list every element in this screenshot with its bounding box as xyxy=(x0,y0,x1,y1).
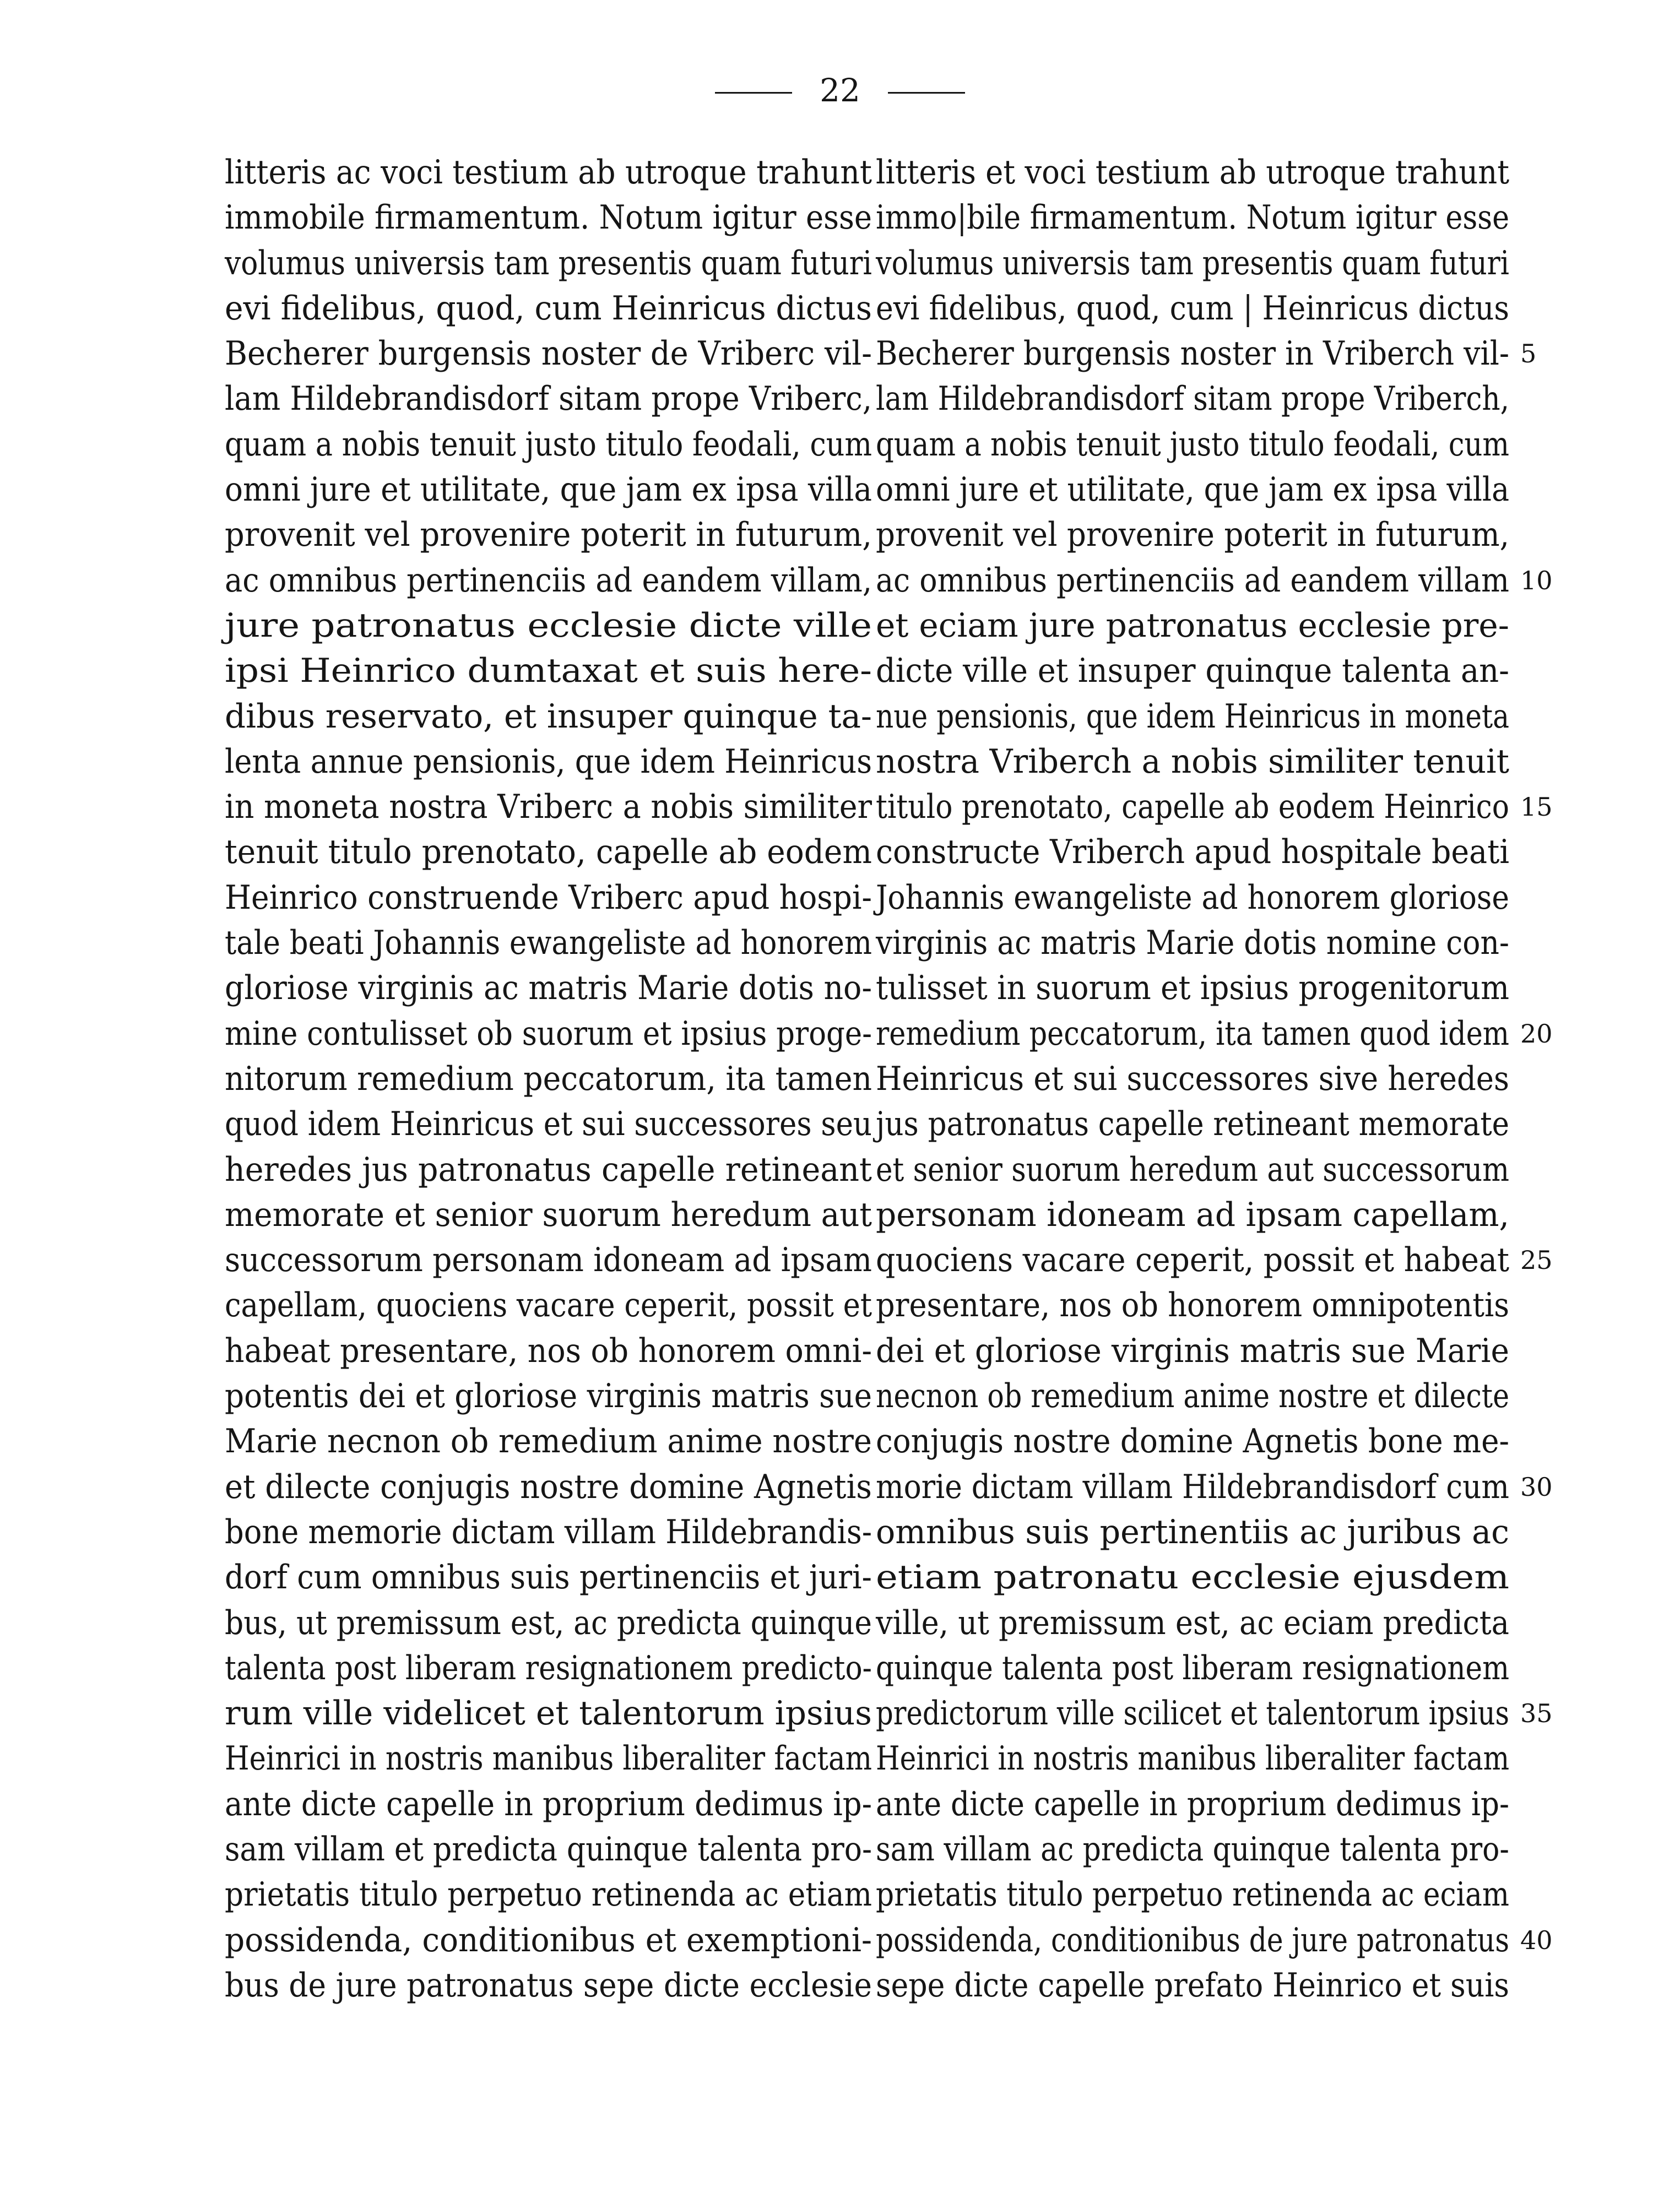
left-line-text: bus de jure patronatus sepe dicte ecclesie xyxy=(225,1966,872,2005)
right-text-line xyxy=(876,467,1537,512)
line-number: 20 xyxy=(1520,1018,1553,1049)
right-line-text: morie dictam villam Hildebrandisdorf cum xyxy=(876,1467,1509,1506)
right-line-text: possidenda, conditionibus de jure patronatus xyxy=(876,1920,1509,1960)
right-line-text: constructe Vriberch apud hospitale beati xyxy=(876,833,1510,872)
right-text-line xyxy=(876,195,1537,240)
left-line-text: sam villam et predicta quinque talenta pro- xyxy=(225,1830,872,1869)
right-line-text: quociens vacare ceperit, possit et habeat xyxy=(876,1241,1510,1280)
left-line-text: dorf cum omnibus suis pertinenciis et juri- xyxy=(225,1558,872,1597)
right-text-line xyxy=(876,875,1537,920)
left-column xyxy=(225,150,875,2008)
left-text-line xyxy=(225,1238,875,1283)
left-text-line xyxy=(225,829,875,875)
left-text-line xyxy=(225,603,875,648)
line-number: 35 xyxy=(1520,1698,1553,1729)
left-line-text: rum ville videlicet et talentorum ipsius xyxy=(225,1694,872,1733)
left-text-line xyxy=(225,1464,875,1510)
left-text-line xyxy=(225,286,875,331)
left-text-line xyxy=(225,1691,875,1736)
left-text-line xyxy=(225,1827,875,1872)
line-number: 15 xyxy=(1520,792,1553,822)
line-number: 40 xyxy=(1520,1925,1553,1955)
left-line-text: in moneta nostra Vriberc a nobis similiter xyxy=(225,788,872,827)
right-line-text: sepe dicte capelle prefato Heinrico et suis xyxy=(876,1966,1509,2005)
right-line-text: volumus universis tam presentis quam futuri xyxy=(876,243,1509,283)
left-text-line xyxy=(225,1963,875,2008)
right-line-text: necnon ob remedium anime nostre et dilecte xyxy=(876,1377,1510,1416)
left-line-text: mine contulisset ob suorum et ipsius proge- xyxy=(225,1014,872,1053)
left-line-text: possidenda, conditionibus et exemptioni- xyxy=(225,1920,872,1960)
left-text-line xyxy=(225,422,875,467)
left-line-text: ac omnibus pertinenciis ad eandem villam, xyxy=(225,561,872,600)
right-text-line xyxy=(876,1328,1537,1374)
right-text-line xyxy=(876,241,1537,286)
right-line-text: conjugis nostre domine Agnetis bone me- xyxy=(876,1422,1510,1461)
right-text-line xyxy=(876,558,1553,603)
right-line-text: ac omnibus pertinenciis ad eandem villam xyxy=(876,561,1510,600)
left-line-text: tale beati Johannis ewangeliste ad honorem xyxy=(225,924,872,963)
right-text-line xyxy=(876,648,1537,693)
left-line-text: lenta annue pensionis, que idem Heinricus xyxy=(225,742,872,781)
right-line-text: personam idoneam ad ipsam capellam, xyxy=(876,1195,1509,1234)
left-line-text: prietatis titulo perpetuo retinenda ac etiam xyxy=(225,1875,872,1914)
right-line-text: etiam patronatu ecclesie ejusdem xyxy=(876,1558,1509,1597)
right-text-line xyxy=(876,694,1537,739)
left-text-line xyxy=(225,1192,875,1238)
right-text-line xyxy=(876,1555,1537,1600)
right-line-text: et eciam jure patronatus ecclesie pre- xyxy=(876,606,1509,645)
line-number: 5 xyxy=(1520,339,1537,369)
left-line-text: quod idem Heinricus et sui successores seu xyxy=(225,1105,872,1144)
right-line-text: jus patronatus capelle retineant memorate xyxy=(876,1105,1509,1144)
left-text-line xyxy=(225,1918,875,1963)
left-line-text: omni jure et utilitate, que jam ex ipsa villa xyxy=(225,470,872,509)
left-line-text: litteris ac voci testium ab utroque trahunt xyxy=(225,153,872,192)
left-text-line xyxy=(225,1374,875,1419)
left-text-line xyxy=(225,1056,875,1101)
right-text-line xyxy=(876,1691,1553,1736)
left-line-text: bus, ut premissum est, ac predicta quinque xyxy=(225,1603,872,1642)
right-text-line xyxy=(876,1192,1537,1238)
left-text-line xyxy=(225,1510,875,1555)
right-line-text: quam a nobis tenuit justo titulo feodali, cum xyxy=(876,425,1510,464)
right-line-text: Heinricus et sui successores sive heredes xyxy=(876,1059,1509,1098)
left-line-text: potentis dei et gloriose virginis matris sue xyxy=(225,1377,872,1416)
right-text-line xyxy=(876,1147,1537,1192)
right-text-line xyxy=(876,1101,1537,1147)
left-line-text: bone memorie dictam villam Hildebrandis- xyxy=(225,1512,872,1551)
right-line-text: remedium peccatorum, ita tamen quod idem xyxy=(876,1014,1510,1053)
right-line-text: litteris et voci testium ab utroque trahunt xyxy=(876,153,1510,192)
right-line-text: tulisset in suorum et ipsius progenitorum xyxy=(876,969,1509,1008)
left-text-line xyxy=(225,920,875,965)
left-text-line xyxy=(225,784,875,829)
right-text-line xyxy=(876,739,1537,784)
right-text-line xyxy=(876,331,1537,376)
left-text-line xyxy=(225,648,875,693)
right-line-text: quinque talenta post liberam resignationem xyxy=(876,1648,1510,1687)
left-text-line xyxy=(225,1328,875,1374)
left-text-line xyxy=(225,376,875,421)
right-text-line xyxy=(876,965,1537,1011)
left-line-text: memorate et senior suorum heredum aut xyxy=(225,1195,872,1234)
left-text-line xyxy=(225,875,875,920)
right-line-text: sam villam ac predicta quinque talenta pro- xyxy=(876,1830,1509,1869)
right-text-line xyxy=(876,1464,1553,1510)
right-text-line xyxy=(876,286,1537,331)
left-text-line xyxy=(225,1101,875,1147)
left-line-text: habeat presentare, nos ob honorem omni- xyxy=(225,1331,872,1370)
right-line-text: prietatis titulo perpetuo retinenda ac eciam xyxy=(876,1875,1509,1914)
left-text-line xyxy=(225,694,875,739)
right-line-text: titulo prenotato, capelle ab eodem Heinrico xyxy=(876,788,1509,827)
left-line-text: dibus reservato, et insuper quinque ta- xyxy=(225,697,872,736)
left-text-line xyxy=(225,1011,875,1056)
right-text-line xyxy=(876,1918,1553,1963)
right-text-line xyxy=(876,422,1537,467)
right-line-text: dei et gloriose virginis matris sue Marie xyxy=(876,1331,1509,1370)
left-text-line xyxy=(225,195,875,240)
left-text-line xyxy=(225,1147,875,1192)
right-text-line xyxy=(876,1646,1537,1691)
header-rule-left xyxy=(715,92,792,94)
right-text-line xyxy=(876,784,1553,829)
right-line-text: nue pensionis, que idem Heinricus in moneta xyxy=(876,697,1510,736)
right-line-text: ante dicte capelle in proprium dedimus ip- xyxy=(876,1784,1510,1823)
right-line-text: virginis ac matris Marie dotis nomine con- xyxy=(876,924,1509,963)
right-text-line xyxy=(876,829,1537,875)
left-line-text: quam a nobis tenuit justo titulo feodali, cum xyxy=(225,425,872,464)
left-line-text: heredes jus patronatus capelle retineant xyxy=(225,1150,872,1189)
right-text-line xyxy=(876,1011,1553,1056)
right-text-line xyxy=(876,512,1537,557)
right-line-text: evi fidelibus, quod, cum | Heinricus dictus xyxy=(876,289,1509,328)
left-line-text: ipsi Heinrico dumtaxat et suis here- xyxy=(225,652,872,691)
left-text-line xyxy=(225,512,875,557)
left-line-text: evi fidelibus, quod, cum Heinricus dictus xyxy=(225,289,872,328)
left-line-text: successorum personam idoneam ad ipsam xyxy=(225,1241,872,1280)
right-text-line xyxy=(876,150,1537,195)
right-text-line xyxy=(876,1056,1537,1101)
right-line-text: Johannis ewangeliste ad honorem gloriose xyxy=(876,878,1509,917)
right-text-line xyxy=(876,603,1537,648)
left-line-text: lam Hildebrandisdorf sitam prope Vriberc, xyxy=(225,379,872,419)
right-line-text: predictorum ville scilicet et talentorum ipsius xyxy=(876,1694,1510,1733)
right-line-text: Becherer burgensis noster in Vriberch vil- xyxy=(876,334,1510,373)
right-text-line xyxy=(876,920,1537,965)
left-text-line xyxy=(225,241,875,286)
right-text-line xyxy=(876,1963,1537,2008)
left-line-text: ante dicte capelle in proprium dedimus ip- xyxy=(225,1784,872,1823)
left-text-line xyxy=(225,1555,875,1600)
right-line-text: provenit vel provenire poterit in futurum, xyxy=(876,515,1510,555)
left-text-line xyxy=(225,1283,875,1328)
line-number: 25 xyxy=(1520,1245,1553,1276)
right-text-line xyxy=(876,1872,1537,1917)
left-line-text: provenit vel provenire poterit in futurum, xyxy=(225,515,872,555)
left-text-line xyxy=(225,965,875,1011)
right-text-line xyxy=(876,1736,1537,1781)
right-line-text: ville, ut premissum est, ac eciam predicta xyxy=(876,1603,1510,1642)
right-text-line xyxy=(876,1238,1553,1283)
left-text-line xyxy=(225,150,875,195)
right-line-text: et senior suorum heredum aut successorum xyxy=(876,1150,1509,1189)
left-text-line xyxy=(225,1600,875,1646)
left-text-line xyxy=(225,1872,875,1917)
line-number: 10 xyxy=(1520,565,1553,595)
left-line-text: capellam, quociens vacare ceperit, possit et xyxy=(225,1286,872,1325)
left-text-line xyxy=(225,558,875,603)
left-line-text: gloriose virginis ac matris Marie dotis no- xyxy=(225,969,872,1008)
page-header xyxy=(0,72,1680,109)
right-text-line xyxy=(876,1283,1537,1328)
right-line-text: dicte ville et insuper quinque talenta an- xyxy=(876,652,1509,691)
left-line-text: talenta post liberam resignationem predicto- xyxy=(225,1648,872,1687)
left-line-text: immobile firmamentum. Notum igitur esse xyxy=(225,198,872,237)
left-text-line xyxy=(225,1646,875,1691)
left-text-line xyxy=(225,331,875,376)
right-text-line xyxy=(876,1374,1537,1419)
left-line-text: Heinrico construende Vriberc apud hospi- xyxy=(225,878,872,917)
left-line-text: tenuit titulo prenotato, capelle ab eodem xyxy=(225,833,872,872)
left-text-line xyxy=(225,1736,875,1781)
right-text-line xyxy=(876,1510,1537,1555)
right-line-text: omnibus suis pertinentiis ac juribus ac xyxy=(876,1512,1509,1551)
left-text-line xyxy=(225,739,875,784)
right-text-line xyxy=(876,376,1537,421)
left-line-text: Becherer burgensis noster de Vriberc vil- xyxy=(225,334,872,373)
left-line-text: jure patronatus ecclesie dicte ville xyxy=(225,606,872,645)
left-text-line xyxy=(225,467,875,512)
left-text-line xyxy=(225,1782,875,1827)
left-line-text: Marie necnon ob remedium anime nostre xyxy=(225,1422,872,1461)
header-rule-right xyxy=(888,92,965,94)
right-column xyxy=(876,150,1553,2008)
line-number: 30 xyxy=(1520,1472,1553,1502)
right-line-text: immo|bile firmamentum. Notum igitur esse xyxy=(876,198,1510,237)
right-text-line xyxy=(876,1419,1537,1464)
right-line-text: lam Hildebrandisdorf sitam prope Vriberch, xyxy=(876,379,1510,419)
left-line-text: Heinrici in nostris manibus liberaliter factam xyxy=(225,1739,872,1778)
right-text-line xyxy=(876,1600,1537,1646)
left-text-line xyxy=(225,1419,875,1464)
page-number: 22 xyxy=(820,72,860,109)
right-line-text: omni jure et utilitate, que jam ex ipsa villa xyxy=(876,470,1510,509)
left-line-text: et dilecte conjugis nostre domine Agnetis xyxy=(225,1467,872,1506)
left-line-text: nitorum remedium peccatorum, ita tamen xyxy=(225,1059,872,1098)
right-line-text: nostra Vriberch a nobis similiter tenuit xyxy=(876,742,1510,781)
right-line-text: Heinrici in nostris manibus liberaliter factam xyxy=(876,1739,1510,1778)
right-text-line xyxy=(876,1782,1537,1827)
right-line-text: presentare, nos ob honorem omnipotentis xyxy=(876,1286,1510,1325)
right-text-line xyxy=(876,1827,1537,1872)
left-line-text: volumus universis tam presentis quam futuri xyxy=(225,243,872,283)
